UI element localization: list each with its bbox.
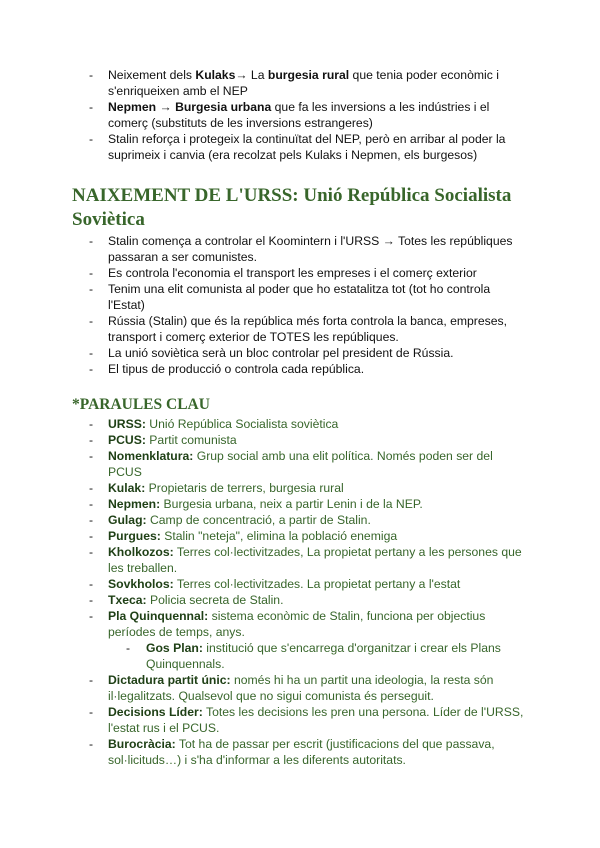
- keyword-term: Nomenklatura:: [108, 449, 194, 463]
- keyword-item: [0, 496, 600, 512]
- text: que tenia poder econòmic i s'enriqueixen amb el NEP: [108, 68, 499, 98]
- list-item: - La unió soviètica serà un bloc controlar pel president de Rússia.: [0, 345, 600, 361]
- list-item: - Rússia (Stalin) que és la república més forta controla la banca, empreses, transport i comerç exterior de TOTES les repúbliques.: [0, 313, 600, 345]
- intro-list: [0, 67, 600, 163]
- keyword-term: Purgues:: [108, 529, 161, 543]
- sub-list-item: [146, 640, 530, 672]
- keyword-term: Pla Quinquennal:: [108, 609, 209, 623]
- keyword-item: [0, 704, 600, 736]
- keyword-def: sistema econòmic de Stalin, funciona per objectius períodes de temps, anys.: [108, 609, 486, 639]
- keyword-item: [0, 736, 600, 768]
- section-title-urss: NAIXEMENT DE L'URSS: Unió República Socialista Soviètica: [72, 185, 512, 230]
- bold-term: Nepmen: [108, 100, 157, 114]
- keyword-term: Burocràcia:: [108, 737, 176, 751]
- keyword-def: Grup social amb una elit política. Només poden ser del PCUS: [108, 449, 493, 479]
- list-item: - Stalin comença a controlar el Koomintern i l'URSS → Totes les repúbliques passaran a ser comunistes.: [0, 233, 600, 265]
- keyword-term: Sovkholos:: [108, 577, 174, 591]
- keyword-def: Totes les decisions les pren una persona. Líder de l'URSS, l'estat rus i el PCUS.: [108, 705, 524, 735]
- keywords-list: [0, 416, 600, 768]
- keyword-item: [0, 528, 600, 544]
- bold-term: Kulaks: [195, 68, 236, 82]
- keyword-def: Unió República Socialista soviètica: [145, 417, 339, 431]
- list-item: - El tipus de producció o controla cada república.: [0, 361, 600, 377]
- keyword-def: Terres col·lectivitzades. La propietat pertany a l'estat: [173, 577, 461, 591]
- text: →: [156, 100, 176, 114]
- keyword-def: només hi ha un partit una ideologia, la resta són il·legalitzats. Qualsevol que no sigui comunista és perseguit.: [108, 673, 494, 703]
- keyword-def: Terres col·lectivitzades, La propietat pertany a les persones que les treballen.: [108, 545, 522, 575]
- sub-list: [146, 640, 530, 672]
- keyword-item: [0, 416, 600, 432]
- keyword-term: Decisions Líder:: [108, 705, 203, 719]
- urss-list: [0, 233, 600, 377]
- section-title-keywords: *PARAULES CLAU: [72, 396, 210, 413]
- keyword-def: Partit comunista: [145, 433, 237, 447]
- list-item: - Tenim una elit comunista al poder que ho estatalitza tot (tot ho controla l'Estat): [0, 281, 600, 313]
- bold-term: Burgesia urbana: [175, 100, 272, 114]
- text: → La: [235, 68, 268, 82]
- keyword-def: Stalin "neteja", elimina la població enemiga: [160, 529, 398, 543]
- keyword-item: [0, 432, 600, 448]
- text: Stalin reforça i protegeix la continuïtat del NEP, però en arribar al poder la suprimeix i canvia (era recolzat pels Kulaks i Nepmen, els burgesos): [108, 132, 506, 162]
- keyword-def: institució que s'encarrega d'organitzar i crear els Plans Quinquennals.: [146, 641, 501, 671]
- keyword-def: Burgesia urbana, neix a partir Lenin i de la NEP.: [160, 497, 423, 511]
- keyword-item: [0, 592, 600, 608]
- keyword-term: Txeca:: [108, 593, 147, 607]
- keyword-term: PCUS:: [108, 433, 146, 447]
- keyword-item: [0, 608, 600, 640]
- keyword-def: Camp de concentració, a partir de Stalin.: [146, 513, 371, 527]
- keyword-term: Kulak:: [108, 481, 146, 495]
- keyword-term: Dictadura partit únic:: [108, 673, 231, 687]
- keyword-item: [0, 448, 600, 480]
- list-item: [0, 131, 600, 163]
- keyword-item: [0, 512, 600, 528]
- keyword-term: URSS:: [108, 417, 146, 431]
- keyword-term: Nepmen:: [108, 497, 161, 511]
- keyword-item: [0, 544, 600, 576]
- list-item: - Es controla l'economia el transport les empreses i el comerç exterior: [0, 265, 600, 281]
- keyword-def: Propietaris de terrers, burgesia rural: [145, 481, 344, 495]
- keyword-term: Kholkozos:: [108, 545, 174, 559]
- keyword-sub-item: [0, 640, 600, 672]
- text: que fa les inversions a les indústries i el comerç (substituts de les inversions estrangeres): [108, 100, 490, 130]
- list-item: [0, 99, 600, 131]
- list-item: [0, 67, 600, 99]
- keyword-item: [0, 480, 600, 496]
- text: Neixement dels: [108, 68, 196, 82]
- keyword-item: [0, 576, 600, 592]
- keyword-def: Policia secreta de Stalin.: [146, 593, 284, 607]
- keyword-term: Gos Plan:: [146, 641, 203, 655]
- keyword-term: Gulag:: [108, 513, 147, 527]
- keyword-def: Tot ha de passar per escrit (justificacions del que passava, sol·licituds…) i s'ha d'informar a les diferents autoritats.: [108, 737, 495, 767]
- keyword-item: [0, 672, 600, 704]
- bold-term: burgesia rural: [267, 68, 350, 82]
